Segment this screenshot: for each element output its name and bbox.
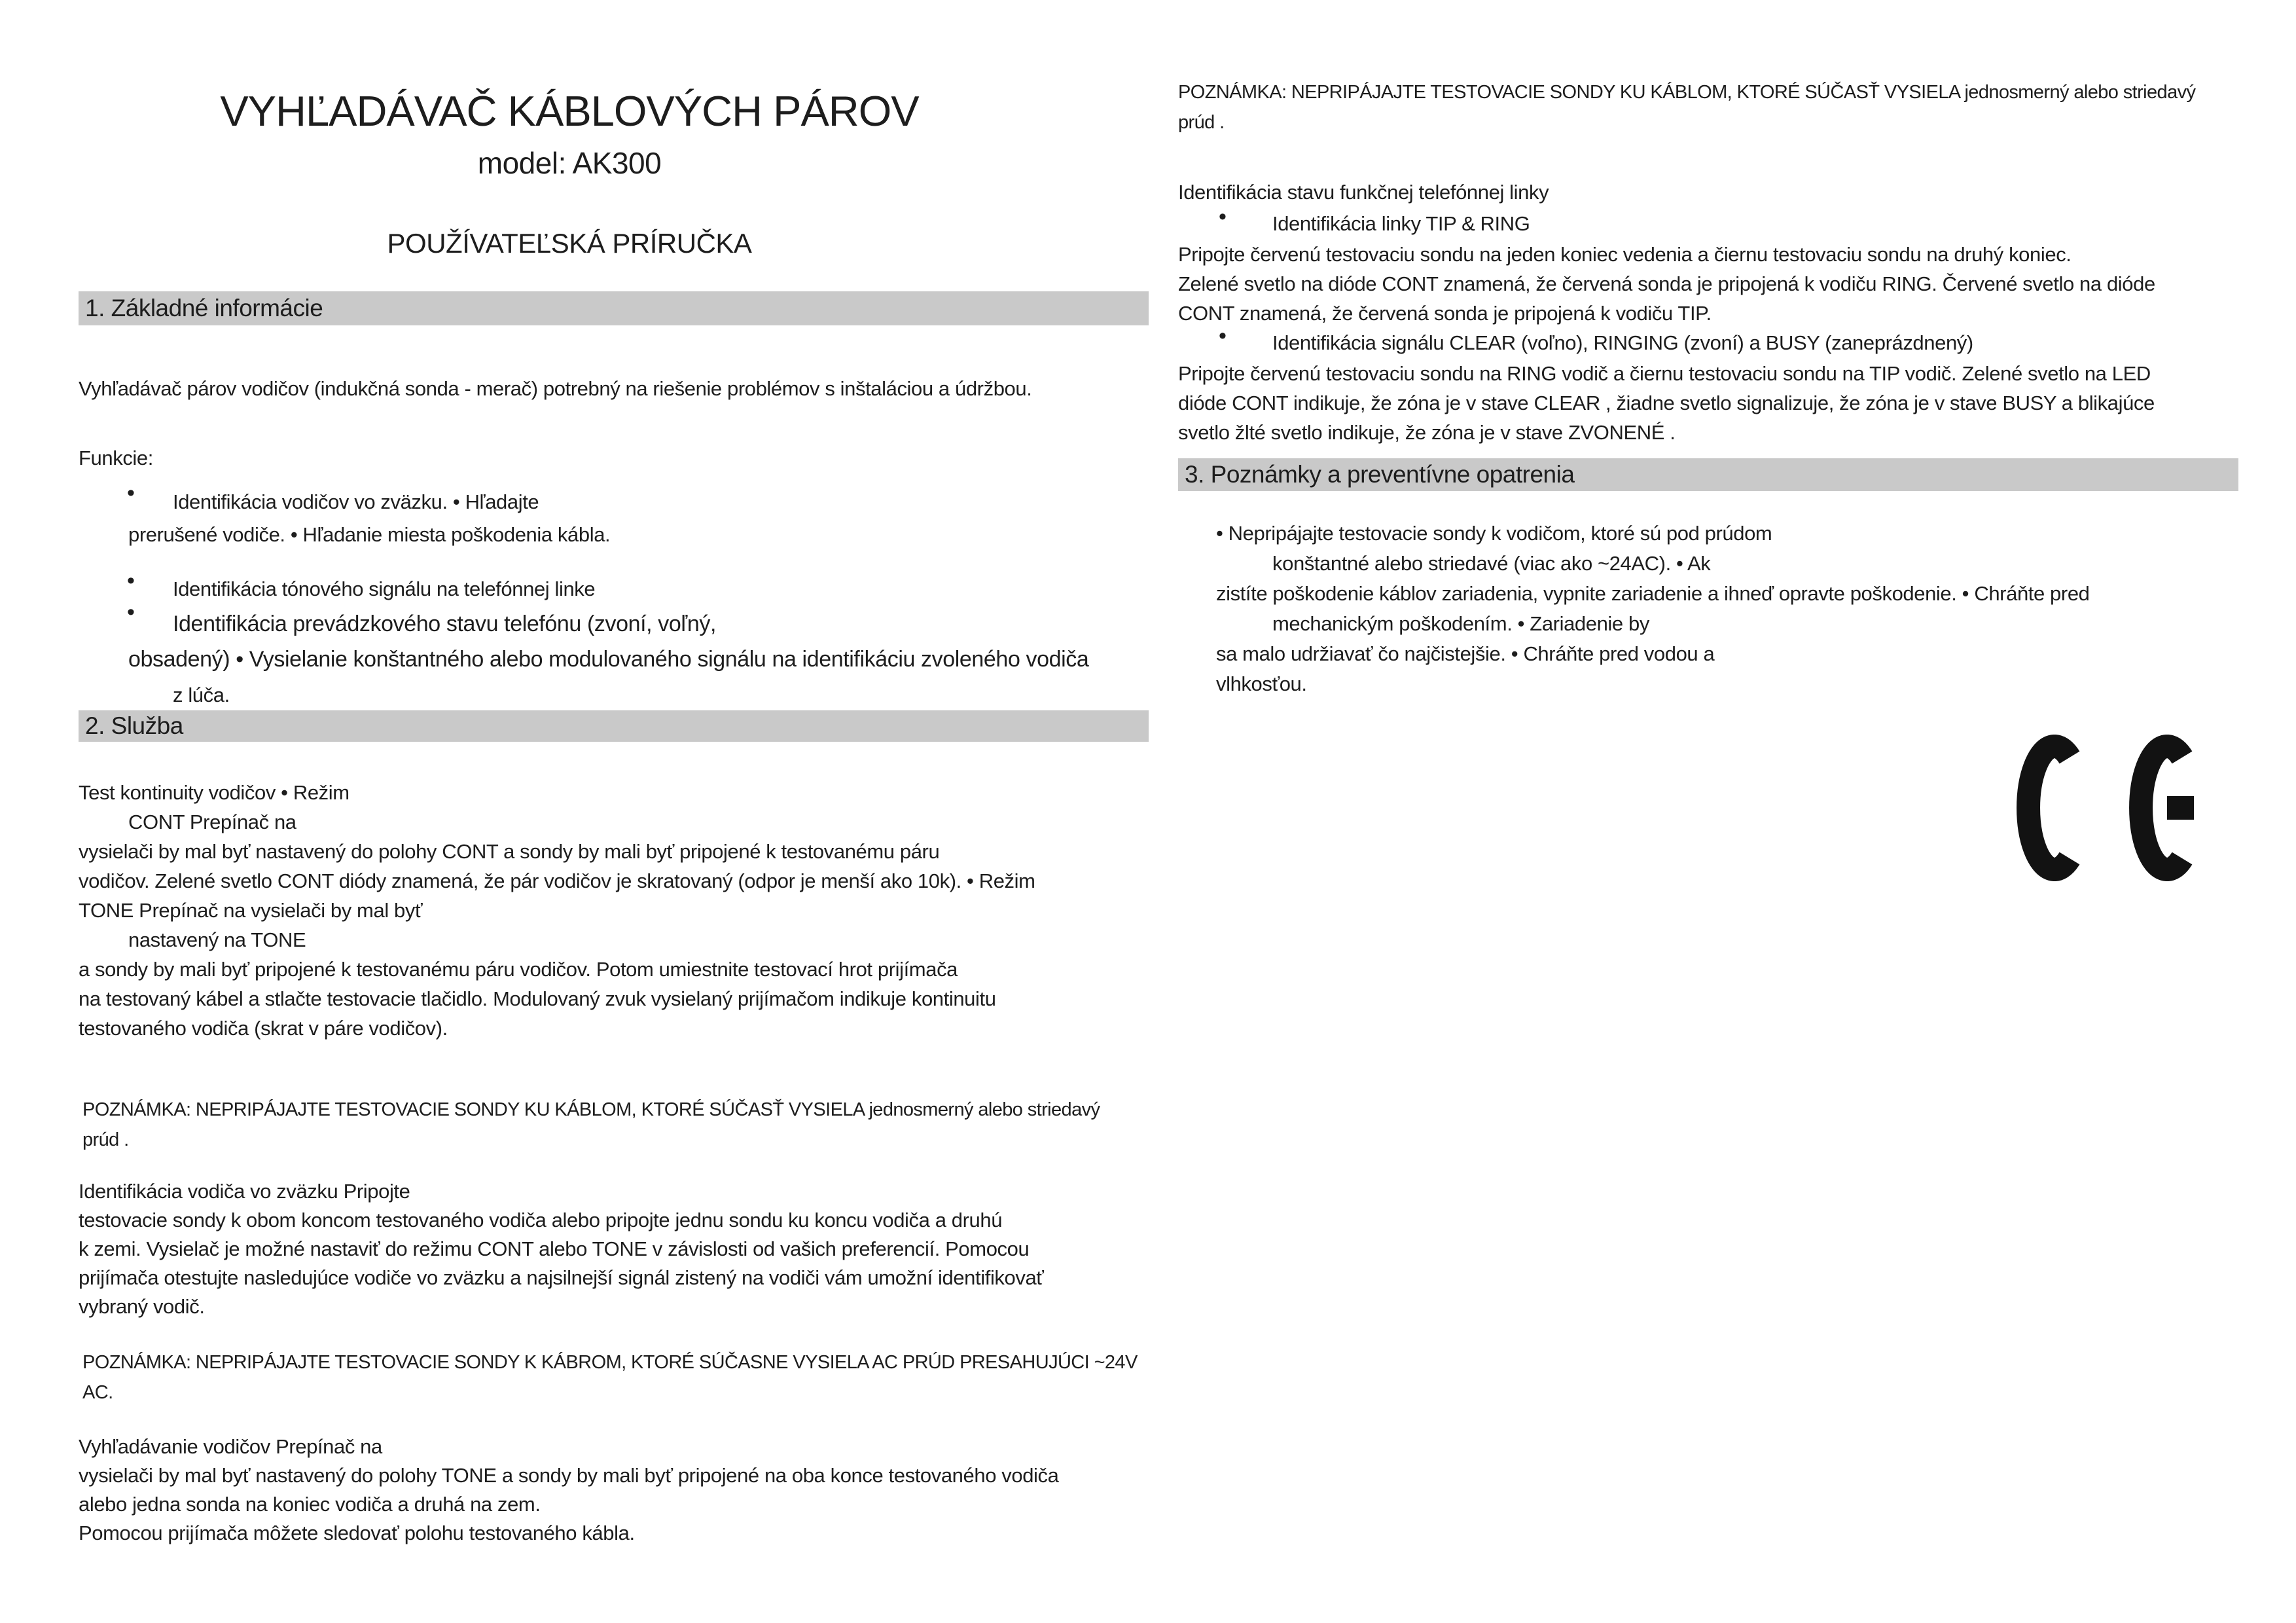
page-title: VYHĽADÁVAČ KÁBLOVÝCH PÁROV <box>220 87 919 135</box>
text-line: konštantné alebo striedavé (viac ako ~24AC). • Ak <box>1272 552 1711 575</box>
text-line: Identifikácia vodiča vo zväzku Pripojte <box>79 1180 410 1203</box>
text-line: k zemi. Vysielač je možné nastaviť do režimu CONT alebo TONE v závislosti od vašich preferencií. Pomocou <box>79 1237 1030 1260</box>
section-1-header <box>79 291 1149 325</box>
feature-bullet-2 <box>79 575 595 604</box>
tip-ring-bullet <box>1178 210 1530 238</box>
text-line: Identifikácia signálu CLEAR (voľno), RINGING (zvoní) a BUSY (zaneprázdnený) <box>1272 331 1973 354</box>
wire-search-paragraph <box>79 1432 1058 1548</box>
text-line: CONT znamená, že červená sonda je pripojená k vodiču TIP. <box>1178 302 1712 325</box>
phone-line-heading: Identifikácia stavu funkčnej telefónnej linky <box>1178 181 1549 204</box>
text-line: prerušené vodiče. • Hľadanie miesta poškodenia kábla. <box>128 523 611 546</box>
bullet-icon: • <box>127 568 135 593</box>
bullet-icon: • <box>1219 204 1227 229</box>
text-line: Test kontinuity vodičov • Režim <box>79 781 350 804</box>
text-line: POZNÁMKA: NEPRIPÁJAJTE TESTOVACIE SONDY K KÁBROM, KTORÉ SÚČASNE VYSIELA AC PRÚD PRESAHUJÚCI ~24V <box>82 1352 1138 1373</box>
tip-ring-paragraph <box>1178 240 2155 328</box>
text-line: TONE Prepínač na vysielači by mal byť <box>79 899 423 922</box>
bullet-icon: • <box>127 481 135 505</box>
feature-bullet-1 <box>79 486 610 551</box>
text-line: sa malo udržiavať čo najčistejšie. • Chráňte pred vodou a <box>1216 642 1715 665</box>
section-3-title: 3. Poznámky a preventívne opatrenia <box>1185 461 1575 488</box>
clear-ringing-busy-bullet <box>1178 329 1973 357</box>
text-line: Pripojte červenú testovaciu sondu na jeden koniec vedenia a čiernu testovaciu sondu na druhý koniec. <box>1178 243 2072 266</box>
text-line: testovaného vodiča (skrat v páre vodičov). <box>79 1017 448 1040</box>
section-1-title: 1. Základné informácie <box>85 295 323 321</box>
bullet-icon: • <box>127 600 135 625</box>
text-line: svetlo žlté svetlo indikuje, že zóna je v stave ZVONENÉ . <box>1178 421 1676 444</box>
text-line: zistíte poškodenie káblov zariadenia, vypnite zariadenie a ihneď opravte poškodenie. • Chráňte pred <box>1216 582 2090 605</box>
feature-bullet-3 <box>79 606 1088 677</box>
text-line: Zelené svetlo na dióde CONT znamená, že červená sonda je pripojená k vodiču RING. Červené svetlo na dióde <box>1178 272 2155 295</box>
text-line: vysielači by mal byť nastavený do polohy TONE a sondy by mali byť pripojené na oba konce testovaného vodiča <box>79 1464 1059 1487</box>
text-line: prijímača otestujte nasledujúce vodiče vo zväzku a najsilnejší signál zistený na vodiči vám umožní identifikovať <box>79 1266 1044 1289</box>
text-line: nastavený na TONE <box>128 928 306 951</box>
section-3-header <box>1178 458 2238 491</box>
text-line: POZNÁMKA: NEPRIPÁJAJTE TESTOVACIE SONDY KU KÁBLOM, KTORÉ SÚČASŤ VYSIELA jednosmerný alebo striedavý <box>82 1099 1100 1120</box>
text-line: vlhkosťou. <box>1216 672 1307 695</box>
text-line: Identifikácia vodičov vo zväzku. • Hľadajte <box>173 490 539 513</box>
text-line: alebo jedna sonda na koniec vodiča a druhá na zem. <box>79 1493 541 1516</box>
ce-mark-icon <box>2016 735 2207 881</box>
text-line: Vyhľadávanie vodičov Prepínač na <box>79 1435 382 1458</box>
funkcie-label: Funkcie: <box>79 447 153 469</box>
section-1-intro <box>79 374 1031 403</box>
text-line: a sondy by mali byť pripojené k testovanému páru vodičov. Potom umiestnite testovací hrot prijímača <box>79 958 958 981</box>
text-line: Pomocou prijímača môžete sledovať polohu testovaného kábla. <box>79 1522 635 1544</box>
note-dc-ac-left <box>82 1095 1100 1155</box>
section-2-title: 2. Služba <box>85 712 183 739</box>
text-line: prúd . <box>1178 112 1225 133</box>
continuity-test-paragraph <box>79 778 1035 1043</box>
bullet-icon: • <box>1219 323 1227 348</box>
text-line: vodičov. Zelené svetlo CONT diódy znamená, že pár vodičov je skratovaný (odpor je menší ako 10k). • Režim <box>79 869 1035 892</box>
clear-ringing-busy-paragraph <box>1178 359 2155 447</box>
text-line: mechanickým poškodením. • Zariadenie by <box>1272 612 1649 635</box>
note-dc-ac-right <box>1178 77 2195 137</box>
section-2-header <box>79 710 1149 742</box>
model-subtitle: model: AK300 <box>477 146 662 180</box>
manual-subtitle: POUŽÍVATEĽSKÁ PRÍRUČKA <box>387 228 752 259</box>
text-line: Vyhľadávač párov vodičov (indukčná sonda - merač) potrebný na riešenie problémov s inštaláciou a údržbou. <box>79 377 1032 400</box>
wire-identification-paragraph <box>79 1177 1044 1321</box>
text-line: z lúča. <box>173 684 230 706</box>
text-line: Identifikácia tónového signálu na telefónnej linke <box>173 577 596 600</box>
text-line: Pripojte červenú testovaciu sondu na RING vodič a čiernu testovaciu sondu na TIP vodič. Zelené svetlo na LED <box>1178 362 2151 385</box>
note-24v-ac <box>82 1347 1138 1408</box>
text-line: vybraný vodič. <box>79 1295 205 1318</box>
text-line: AC. <box>82 1382 113 1403</box>
feature-bullet-3-tail <box>79 681 230 710</box>
text-line: vysielači by mal byť nastavený do polohy CONT a sondy by mali byť pripojené k testovanému páru <box>79 840 940 863</box>
precautions-paragraph <box>1178 519 2090 699</box>
text-line: CONT Prepínač na <box>128 811 296 833</box>
text-line: • Nepripájajte testovacie sondy k vodičom, ktoré sú pod prúdom <box>1216 522 1772 545</box>
text-line: prúd . <box>82 1129 129 1150</box>
text-line: dióde CONT indikuje, že zóna je v stave CLEAR , žiadne svetlo signalizuje, že zóna je v stave BUSY a blikajúce <box>1178 392 2155 414</box>
text-line: obsadený) • Vysielanie konštantného alebo modulovaného signálu na identifikáciu zvoleného vodiča <box>128 647 1089 672</box>
text-line: testovacie sondy k obom koncom testovaného vodiča alebo pripojte jednu sondu ku koncu vodiča a druhú <box>79 1209 1003 1231</box>
text-line: POZNÁMKA: NEPRIPÁJAJTE TESTOVACIE SONDY KU KÁBLOM, KTORÉ SÚČASŤ VYSIELA jednosmerný alebo striedavý <box>1178 82 2196 103</box>
text-line: na testovaný kábel a stlačte testovacie tlačidlo. Modulovaný zvuk vysielaný prijímačom indikuje kontinuitu <box>79 987 996 1010</box>
text-line: Identifikácia prevádzkového stavu telefónu (zvoní, voľný, <box>173 611 717 636</box>
text-line: Identifikácia linky TIP & RING <box>1272 212 1530 235</box>
